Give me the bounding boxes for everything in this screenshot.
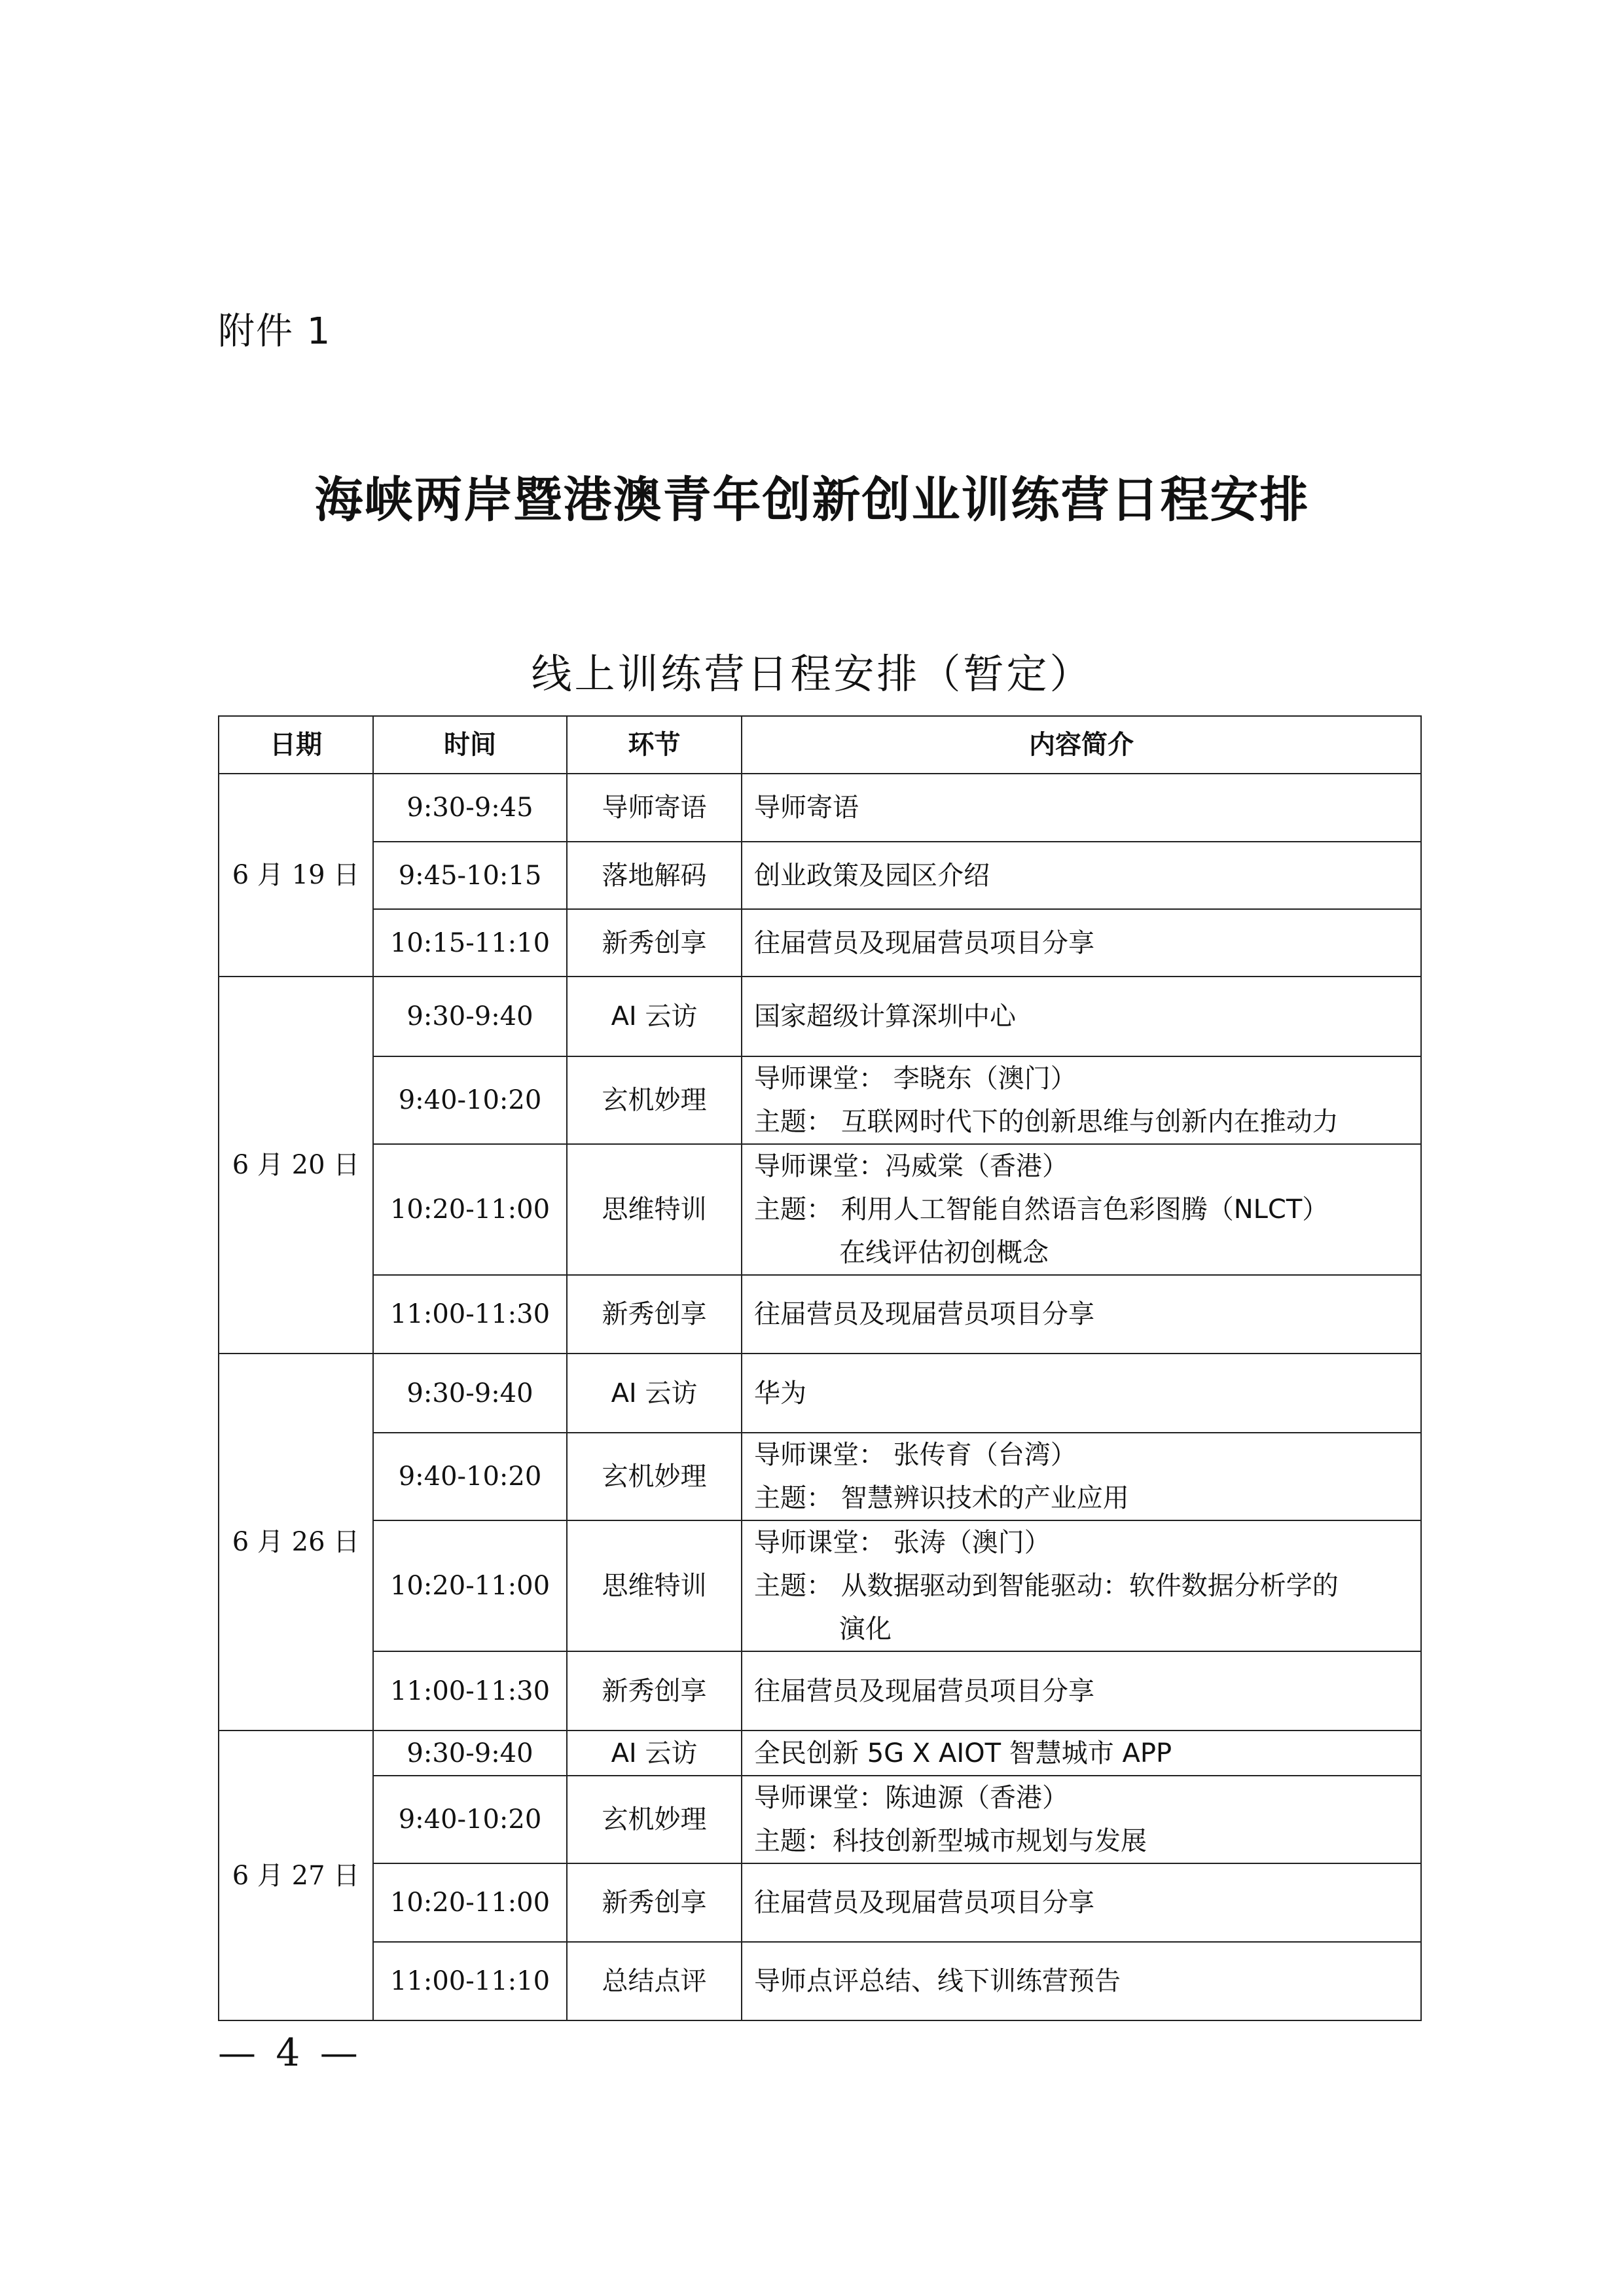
content-line: 主题： 利用人工智能自然语言色彩图腾（NLCT）	[754, 1194, 1329, 1225]
stage-cell: 导师寄语	[567, 774, 742, 842]
table-row	[219, 1651, 1421, 1731]
content-line: 演化	[839, 1614, 892, 1644]
content-line: 导师寄语	[754, 793, 859, 823]
table-row	[219, 1942, 1421, 2020]
table-row	[219, 842, 1421, 909]
content-line: 往届营员及现届营员项目分享	[754, 927, 1094, 958]
date-cell: 6 月 19 日	[219, 774, 373, 977]
table-row	[219, 909, 1421, 977]
schedule-table	[218, 715, 1422, 2021]
content-cell	[742, 1056, 1421, 1144]
table-header-row	[219, 716, 1421, 774]
time-cell: 10:15-11:10	[373, 909, 567, 977]
date-cell: 6 月 27 日	[219, 1731, 373, 2020]
stage-cell: 总结点评	[567, 1942, 742, 2020]
content-line: 导师课堂：冯威棠（香港）	[754, 1151, 1068, 1181]
time-cell: 9:30-9:45	[373, 774, 567, 842]
time-cell: 9:40-10:20	[373, 1776, 567, 1863]
stage-cell: 玄机妙理	[567, 1056, 742, 1144]
stage-cell: 新秀创享	[567, 1275, 742, 1354]
content-line: 全民创新 5G X AIOT 智慧城市 APP	[754, 1738, 1172, 1768]
date-cell: 6 月 26 日	[219, 1354, 373, 1731]
content-line: 导师课堂： 张传育（台湾）	[754, 1440, 1077, 1470]
stage-cell: 玄机妙理	[567, 1776, 742, 1863]
table-row	[219, 774, 1421, 842]
header-content: 内容简介	[742, 716, 1421, 774]
content-cell	[742, 1651, 1421, 1731]
stage-cell: 思维特训	[567, 1144, 742, 1275]
time-cell: 9:30-9:40	[373, 1731, 567, 1776]
content-line: 主题：科技创新型城市规划与发展	[754, 1826, 1147, 1856]
content-cell	[742, 1776, 1421, 1863]
table-row	[219, 1731, 1421, 1776]
stage-cell: 思维特训	[567, 1520, 742, 1651]
table-row	[219, 1520, 1421, 1651]
content-line: 在线评估初创概念	[839, 1238, 1049, 1268]
content-cell	[742, 842, 1421, 909]
content-cell	[742, 1144, 1421, 1275]
time-cell: 10:20-11:00	[373, 1520, 567, 1651]
content-line: 往届营员及现届营员项目分享	[754, 1888, 1094, 1918]
content-cell	[742, 774, 1421, 842]
stage-cell: 落地解码	[567, 842, 742, 909]
content-line: 导师课堂：陈迪源（香港）	[754, 1783, 1068, 1813]
page-title: 海峡两岸暨港澳青年创新创业训练营日程安排	[314, 472, 1310, 528]
table-row	[219, 1144, 1421, 1275]
table-row	[219, 1354, 1421, 1433]
time-cell: 9:30-9:40	[373, 977, 567, 1056]
time-cell: 11:00-11:30	[373, 1275, 567, 1354]
content-cell	[742, 1731, 1421, 1776]
content-cell	[742, 1942, 1421, 2020]
content-cell	[742, 909, 1421, 977]
attachment-label: 附件 1	[218, 310, 332, 353]
table-row	[219, 1275, 1421, 1354]
content-cell	[742, 1433, 1421, 1520]
header-time: 时间	[373, 716, 567, 774]
time-cell: 9:30-9:40	[373, 1354, 567, 1433]
content-line: 国家超级计算深圳中心	[754, 1001, 1016, 1031]
date-cell: 6 月 20 日	[219, 977, 373, 1354]
table-title: 线上训练营日程安排（暂定）	[531, 650, 1093, 698]
table-row	[219, 1433, 1421, 1520]
stage-cell: 玄机妙理	[567, 1433, 742, 1520]
content-cell	[742, 977, 1421, 1056]
stage-cell: 新秀创享	[567, 1651, 742, 1731]
stage-cell: AI 云访	[567, 977, 742, 1056]
stage-cell: AI 云访	[567, 1354, 742, 1433]
content-line: 华为	[754, 1378, 806, 1408]
header-date: 日期	[219, 716, 373, 774]
content-line: 主题： 从数据驱动到智能驱动：软件数据分析学的	[754, 1571, 1339, 1601]
stage-cell: 新秀创享	[567, 909, 742, 977]
page-number: — 4 —	[218, 2030, 362, 2075]
time-cell: 11:00-11:30	[373, 1651, 567, 1731]
table-row	[219, 1776, 1421, 1863]
content-cell	[742, 1275, 1421, 1354]
content-line: 往届营员及现届营员项目分享	[754, 1299, 1094, 1329]
table-row	[219, 1056, 1421, 1144]
content-line: 导师课堂： 张涛（澳门）	[754, 1528, 1051, 1558]
content-line: 主题： 互联网时代下的创新思维与创新内在推动力	[754, 1107, 1339, 1137]
header-stage: 环节	[567, 716, 742, 774]
table-row	[219, 1863, 1421, 1942]
time-cell: 9:40-10:20	[373, 1056, 567, 1144]
stage-cell: AI 云访	[567, 1731, 742, 1776]
time-cell: 10:20-11:00	[373, 1863, 567, 1942]
content-line: 导师点评总结、线下训练营预告	[754, 1966, 1121, 1996]
content-line: 导师课堂： 李晓东（澳门）	[754, 1064, 1077, 1094]
content-line: 主题： 智慧辨识技术的产业应用	[754, 1483, 1129, 1513]
content-cell	[742, 1354, 1421, 1433]
time-cell: 10:20-11:00	[373, 1144, 567, 1275]
time-cell: 11:00-11:10	[373, 1942, 567, 2020]
content-line: 往届营员及现届营员项目分享	[754, 1676, 1094, 1706]
table-row	[219, 977, 1421, 1056]
stage-cell: 新秀创享	[567, 1863, 742, 1942]
time-cell: 9:40-10:20	[373, 1433, 567, 1520]
time-cell: 9:45-10:15	[373, 842, 567, 909]
content-cell	[742, 1520, 1421, 1651]
content-line: 创业政策及园区介绍	[754, 860, 990, 891]
content-cell	[742, 1863, 1421, 1942]
